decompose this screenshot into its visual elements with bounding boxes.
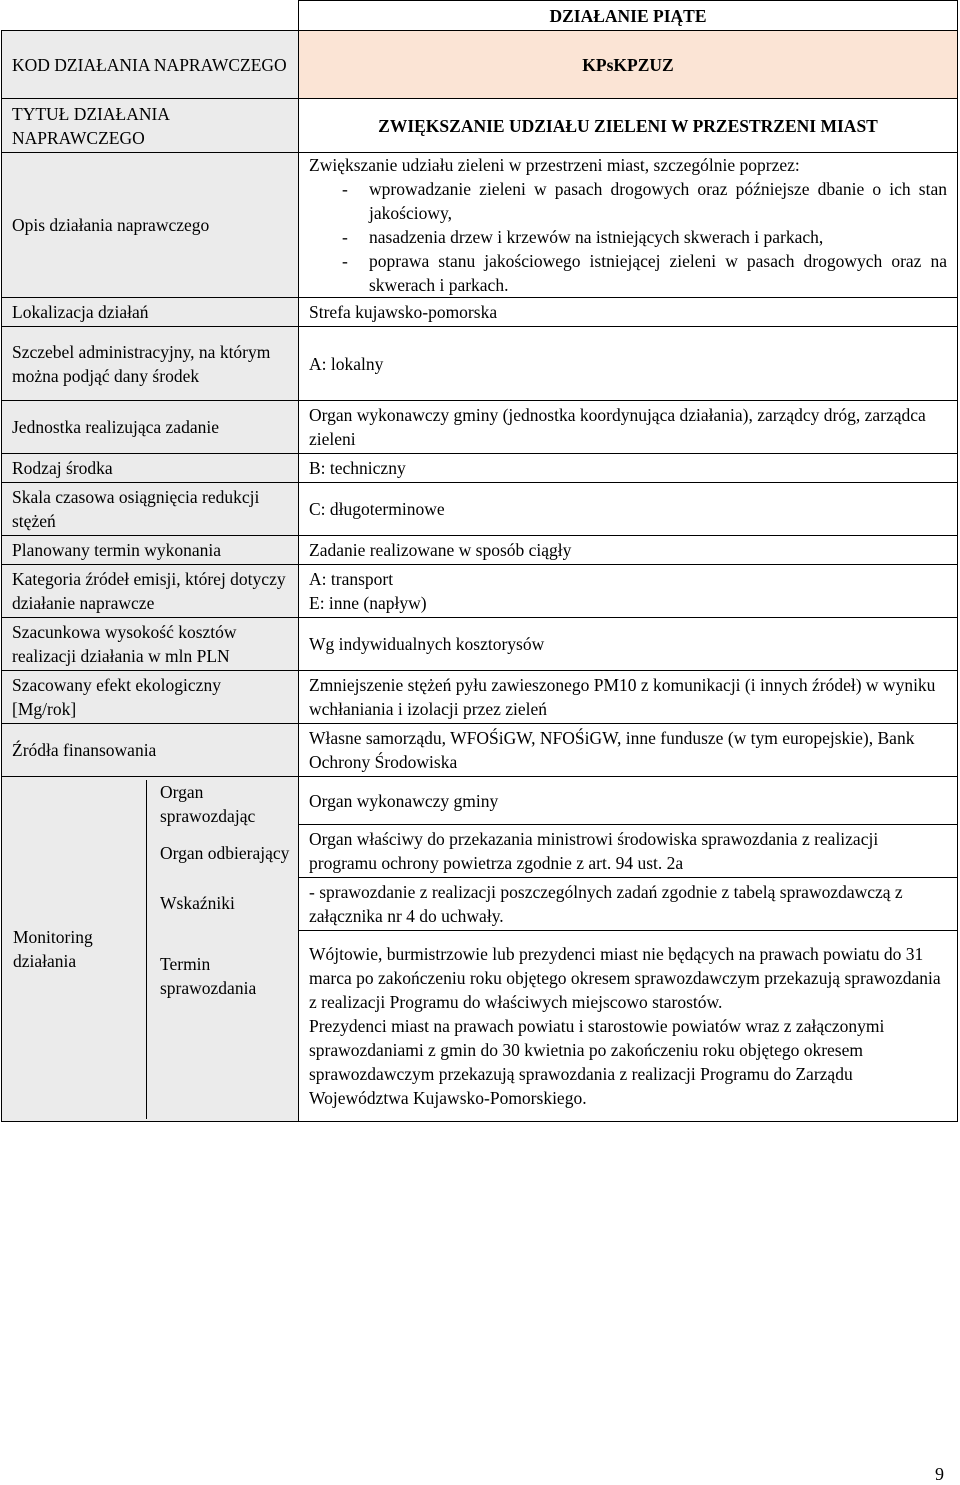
admin-level-label: Szczebel administracyjny, na którym można podjąć dany środek bbox=[2, 327, 299, 401]
eco-effect-value: Zmniejszenie stężeń pyłu zawieszonego PM10 z komunikacji (i innych źródeł) w wyniku wchłaniania i izolacji przez zieleń bbox=[299, 671, 958, 724]
planned-date-label: Planowany termin wykonania bbox=[2, 536, 299, 565]
emission-category-value bbox=[299, 565, 958, 618]
receiving-body-label: Organ odbierający bbox=[160, 842, 290, 863]
indicators-label: Wskaźniki bbox=[160, 892, 235, 913]
description-intro: Zwiększanie udziału zieleni w przestrzeni miast, szczególnie poprzez: bbox=[309, 155, 800, 175]
receiving-body-value: Organ właściwy do przekazania ministrowi środowiska sprawozdania z realizacji programu ochrony powietrza zgodnie z art. 94 ust. 2a bbox=[299, 825, 958, 878]
code-label: KOD DZIAŁANIA NAPRAWCZEGO bbox=[2, 31, 299, 99]
report-deadline-paragraph: Prezydenci miast na prawach powiatu i starostowie powiatów wraz z załączonymi sprawozdaniami z gmin do 30 kwietnia po zakończeniu roku objętego okresem sprawozdawczym przekazują sprawozdania z realizacji Programu do Zarządu Województwa Kujawsko-Pomorskiego. bbox=[309, 1016, 885, 1108]
financing-label: Źródła finansowania bbox=[2, 724, 299, 777]
report-deadline-paragraph: Wójtowie, burmistrzowie lub prezydenci miast nie będących na prawach powiatu do 31 marca po zakończeniu roku objętego okresem sprawozdawczym przekazują sprawozdania z realizacji Programu do właściwych miejscowo starostów. bbox=[309, 944, 941, 1012]
action-table bbox=[1, 0, 958, 1122]
implementing-unit-value: Organ wykonawczy gminy (jednostka koordynująca działania), zarządcy dróg, zarządca zieleni bbox=[299, 401, 958, 454]
location-label: Lokalizacja działań bbox=[2, 298, 299, 327]
reporting-body-value: Organ wykonawczy gminy bbox=[299, 777, 958, 825]
indicators-value: - sprawozdanie z realizacji poszczególnych zadań zgodnie z tabelą sprawozdawczą z załącznika nr 4 do uchwały. bbox=[299, 878, 958, 931]
planned-date-value: Zadanie realizowane w sposób ciągły bbox=[299, 536, 958, 565]
description-list bbox=[309, 177, 947, 297]
reporting-body-label: Organ sprawozdając bbox=[160, 781, 256, 826]
financing-value: Własne samorządu, WFOŚiGW, NFOŚiGW, inne fundusze (w tym europejskie), Bank Ochrony Środowiska bbox=[299, 724, 958, 777]
title-value: ZWIĘKSZANIE UDZIAŁU ZIELENI W PRZESTRZENI MIAST bbox=[299, 99, 958, 153]
description-label: Opis działania naprawczego bbox=[2, 153, 299, 298]
location-value: Strefa kujawsko-pomorska bbox=[299, 298, 958, 327]
eco-effect-label: Szacowany efekt ekologiczny [Mg/rok] bbox=[2, 671, 299, 724]
emission-category-label: Kategoria źródeł emisji, której dotyczy działanie naprawcze bbox=[2, 565, 299, 618]
cost-label: Szacunkowa wysokość kosztów realizacji działania w mln PLN bbox=[2, 618, 299, 671]
report-deadline-value bbox=[299, 931, 958, 1122]
monitoring-label: Monitoring działania bbox=[2, 780, 147, 1119]
admin-level-value: A: lokalny bbox=[299, 327, 958, 401]
timescale-value: C: długoterminowe bbox=[299, 483, 958, 536]
description-bullet: - nasadzenia drzew i krzewów na istniejących skwerach i parkach, bbox=[309, 225, 947, 249]
measure-type-value: B: techniczny bbox=[299, 454, 958, 483]
description-bullet: - poprawa stanu jakościowego istniejącej zieleni w pasach drogowych oraz na skwerach i parkach. bbox=[309, 249, 947, 297]
action-number-title: DZIAŁANIE PIĄTE bbox=[299, 1, 958, 31]
report-deadline-label: Termin sprawozdania bbox=[160, 954, 257, 998]
description-value bbox=[299, 153, 958, 298]
timescale-label: Skala czasowa osiągnięcia redukcji stężeń bbox=[2, 483, 299, 536]
description-bullet: - wprowadzanie zieleni w pasach drogowych oraz późniejsze dbanie o ich stan jakościowy, bbox=[309, 177, 947, 225]
measure-type-label: Rodzaj środka bbox=[2, 454, 299, 483]
implementing-unit-label: Jednostka realizująca zadanie bbox=[2, 401, 299, 454]
cost-value: Wg indywidualnych kosztorysów bbox=[299, 618, 958, 671]
emission-category-line: A: transport bbox=[309, 569, 394, 589]
title-label: TYTUŁ DZIAŁANIA NAPRAWCZEGO bbox=[2, 99, 299, 153]
monitoring-block bbox=[2, 777, 299, 1122]
code-value: KPsKPZUZ bbox=[299, 31, 958, 99]
corner-cell bbox=[2, 1, 299, 31]
emission-category-line: E: inne (napływ) bbox=[309, 593, 427, 613]
page-number: 9 bbox=[935, 1464, 944, 1484]
